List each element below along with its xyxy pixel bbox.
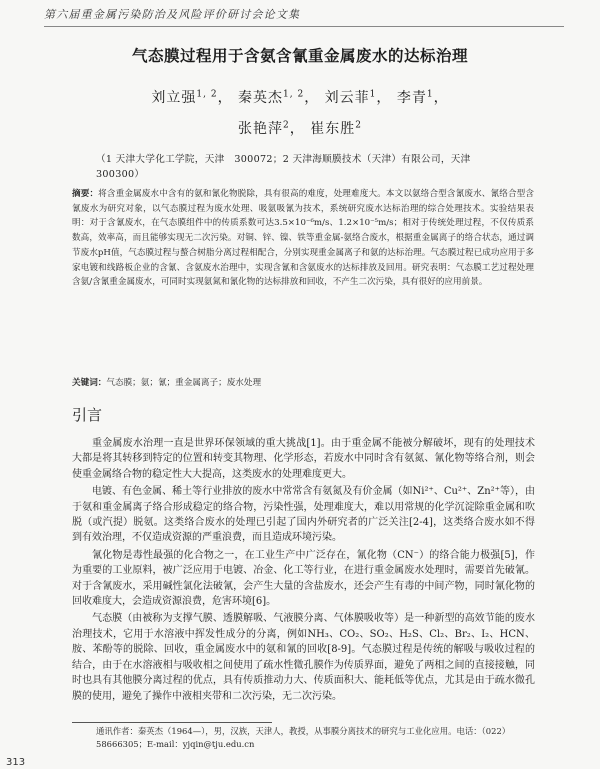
footnote: 通讯作者：秦英杰（1964—），男，汉族，天津人，教授，从事膜分离技术的研究与工业化应用。电话：（022）58666305；E-mail：yjqin@tju.edu.cn xyxy=(96,726,511,749)
author-name: 秦英杰 xyxy=(238,90,284,106)
author-name: 刘云菲 xyxy=(324,90,370,106)
author-name: 张艳萍 xyxy=(238,121,284,137)
author-line-1: 刘立强$^{1, 2}$， 秦英杰$^{1, 2}$， 刘云菲$^1$， 李青$^1$， xyxy=(151,89,449,106)
author-affil-mark: 1 xyxy=(426,89,434,100)
author-affil-mark: 1, 2 xyxy=(283,89,305,100)
author-name: 崔东胜 xyxy=(310,121,356,137)
running-header: 第六届重金属污染防治及风险评价研讨会论文集 xyxy=(44,6,564,27)
author-affil-mark: 2 xyxy=(283,120,290,131)
abstract xyxy=(72,187,534,290)
body-paragraph: 重金属废水治理一直是世界环保领域的重大挑战[1]。由于重金属不能被分解破坏，现有的处理技术大都是将其转移到特定的位置和转变其物理、化学形态，若废水中同时含有氨氮、氰化物等络合剂，则会使重金属络合物的稳定性大大提高，这类废水的处理难度更大。 xyxy=(72,438,535,480)
abstract-text: 将含重金属废水中含有的氨和氰化物脱除，具有很高的难度，处理难度大。本文以氨络合型含氰废水、氰络合型含氰废水为研究对象，以气态膜过程为废水处理、吸氨吸氰为技术，系统研究废水达标治理的综合处理技术。实验结果表明：对于含氰废水，在气态膜组件中的传质系数可达3.5×10⁻⁶m/s、1.2×10⁻⁵m/s；相对于传统处理过程，不仅传质系数高，效率高，而且能够实现无二次污染。对铜、锌、镍、铁等重金属-氨络合废水，根据重金属离子的络合状态，通过调节废水pH值，气态膜过程与螯合树脂分离过程相配合，分别实现重金属离子和氨的达标治理。气态膜过程已成功应用于多家电镀和线路板企业的含氰、含氨废水治理中，实现含氰和含氨废水的达标排放及回用。研究表明：气态膜工艺过程处理含氨/含氰重金属废水，可同时实现氨氮和氰化物的达标排放和回收，不产生二次污染，具有很好的应用前景。 xyxy=(72,189,534,288)
keywords-label: 关键词： xyxy=(72,378,107,388)
author-line-2: 张艳萍$^2$， 崔东胜$^2$ xyxy=(238,120,362,137)
author-name: 李青 xyxy=(396,90,427,106)
abstract-label: 摘要： xyxy=(72,189,99,199)
page-number: 313 xyxy=(6,757,26,768)
body-paragraph: 电镀、有色金属、稀土等行业排放的废水中常常含有氨氮及有价金属（如Ni²⁺、Cu²⁺、Zn²⁺等），由于氨和重金属离子络合形成稳定的络合物，污染性强，处理难度大，难以用常规的化学沉淀除重金属和吹脱（或汽提）脱氨。这类络合废水的处理已引起了国内外研究者的广泛关注[2-4]，这类络合废水如不得到有效治理，不仅造成资源的严重浪费，而且造成环境污染。 xyxy=(72,486,535,544)
keywords-text: 气态膜；氨；氰；重金属离子；废水处理 xyxy=(106,378,262,388)
body-paragraph: 气态膜（由被称为支撑气膜、透膜解吸、气液膜分离、气体膜吸收等）是一种新型的高效节能的废水治理技术，它用于水溶液中挥发性成分的分离，例如NH₃、CO₂、SO₂、H₂S、Cl₂、Br₂、I₂、HCN、胺、苯酚等的脱除、回收，重金属废水中的氨和氰的回收[8-9]。气态膜过程是传统的解吸与吸收过程的结合，由于在水溶液相与吸收相之间使用了疏水性微孔膜作为传质界面，避免了两相之间的直接接触，同时也具有其他膜分离过程的优点，具有传质推动力大、传质面积大、能耗低等优点，尤其是由于疏水微孔膜的使用，避免了操作中液相夹带和二次污染，无二次污染。 xyxy=(72,613,535,702)
author-affil-mark: 1 xyxy=(369,89,377,100)
body-paragraph: 氰化物是毒性最强的化合物之一，在工业生产中广泛存在，氰化物（CN⁻）的络合能力极强[5]，作为重要的工业原料，被广泛应用于电镀、冶金、化工等行业，在进行重金属废水处理时，需要首先破氰。对于含氰废水，采用碱性氯化法破氰，会产生大量的含盐废水，还会产生有毒的中间产物，同时氰化物的回收难度大，会造成资源浪费，危害环境[6]。 xyxy=(72,549,535,608)
author-affil-mark: 2 xyxy=(355,120,362,131)
keywords xyxy=(72,376,534,390)
affiliation: （1 天津大学化工学院，天津 300072；2 天津海顺膜技术（天津）有限公司，天津 300300） xyxy=(96,154,481,180)
section-heading-introduction: 引言 xyxy=(72,406,103,424)
paper-title: 气态膜过程用于含氨含氰重金属废水的达标治理 xyxy=(131,47,468,65)
author-name: 刘立强 xyxy=(151,90,197,106)
body-text xyxy=(72,436,535,706)
author-affil-mark: 1, 2 xyxy=(196,89,218,100)
footnote-divider xyxy=(72,722,272,723)
